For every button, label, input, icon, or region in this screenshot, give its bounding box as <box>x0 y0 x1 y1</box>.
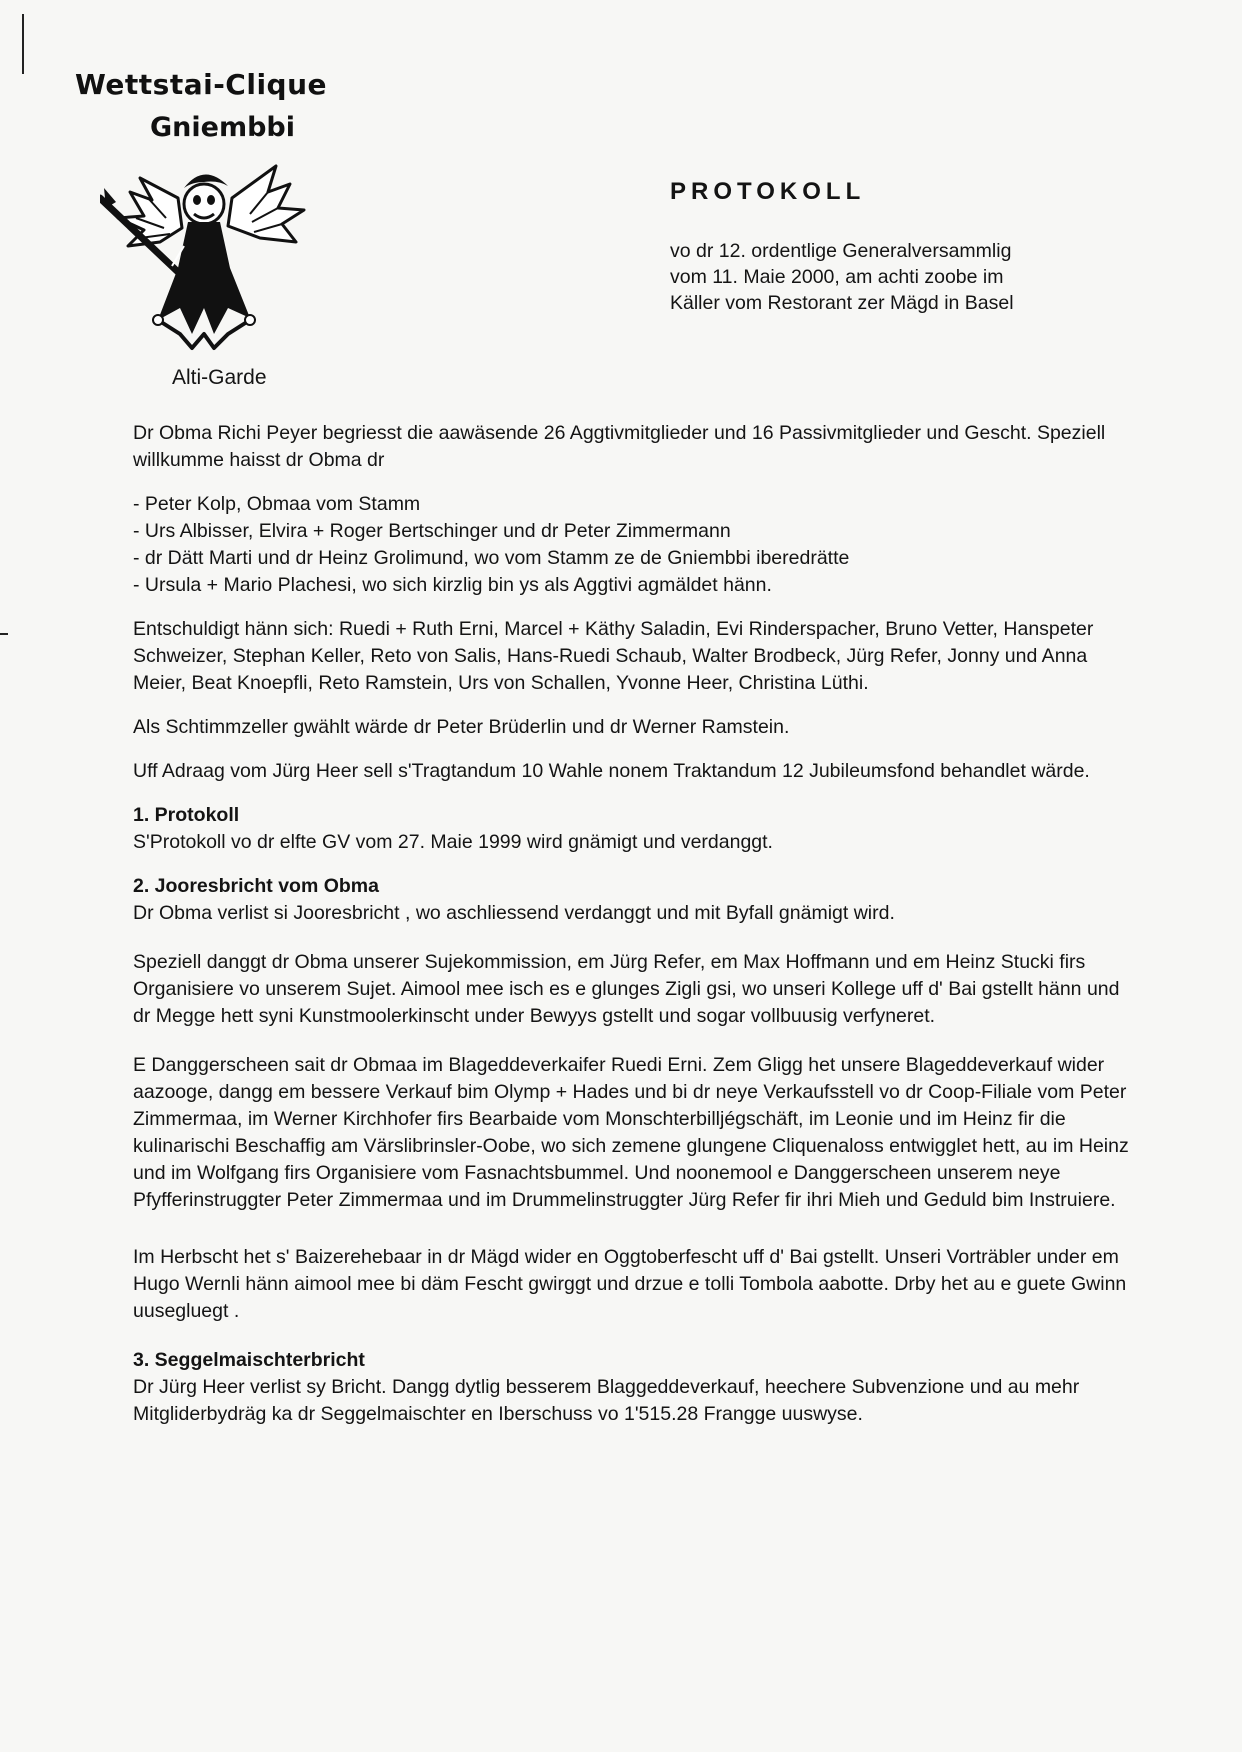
guest-item: - Urs Albisser, Elvira + Roger Bertschinger und dr Peter Zimmermann <box>133 520 731 542</box>
meeting-detail-line: vom 11. Maie 2000, am achti zoobe im <box>670 266 1004 288</box>
section-text-jooresbricht: Dr Obma verlist si Jooresbricht , wo aschliessend verdanggt und mit Byfall gnämigt wird. <box>133 902 895 924</box>
section-heading-seggelmaischterbricht: 3. Seggelmaischterbricht <box>133 1349 365 1371</box>
guest-list <box>133 491 1133 599</box>
mascot-icon <box>100 158 310 358</box>
guest-item: - dr Dätt Marti und dr Heinz Grolimund, wo vom Stamm ze de Gniembbi iberedrätte <box>133 547 850 569</box>
agenda-change-paragraph: Uff Adraag vom Jürg Heer sell s'Tragtandum 10 Wahle nonem Traktandum 12 Jubileumsfond behandlet wärde. <box>133 760 1090 782</box>
section-paragraph: E Danggerscheen sait dr Obmaa im Blageddeverkaifer Ruedi Erni. Zem Gligg het unsere Blageddeverkauf wider aazooge, dangg em bessere Verkauf bim Olymp + Hades und bi dr neye Verkaufsstell vo dr Coop-Filiale vom Peter Zimmermaa, im Werner Kirchhofer firs Bearbaide vom Monschterbilljégschäft, im Leonie und im Heinz fir die kulinarischi Beschaffig am Värslibrinsler-Oobe, wo sich zemene glungene Cliquenaloss entwigglet hett, au im Heinz und im Wolfgang firs Organisiere vom Fasnachtsbummel. Und noonemool e Danggerscheen unserem neye Pfyfferinstruggter Peter Zimmermaa und im Drummelinstruggter Jürg Refer fir ihri Mieh und Geduld bim Instruiere. <box>133 1054 1129 1211</box>
section-paragraph: Speziell danggt dr Obma unserer Sujekommission, em Jürg Refer, em Max Hoffmann und em Heinz Stucki firs Organisiere vo unserem Sujet. Aimool mee isch es e glunges Zigli gsi, wo unseri Kollege uff d' Bai gstellt hänn und dr Megge hett syni Kunstmoolerkinscht under Bewyys gstellt und sogar vollbuusig verfyneret. <box>133 951 1120 1027</box>
club-name: Wettstai-Clique <box>75 68 328 101</box>
group-label: Alti-Garde <box>172 366 267 389</box>
greeting-paragraph: Dr Obma Richi Peyer begriesst die aawäsende 26 Aggtivmitglieder und 16 Passivmitglieder und Gescht. Speziell willkumme haisst dr Obma dr <box>133 422 1106 471</box>
section-text-seggelmaischterbricht: Dr Jürg Heer verlist sy Bricht. Dangg dytlig besserem Blaggeddeverkauf, heechere Subvenzione und au mehr Mitgliderbydräg ka dr Seggelmaischter en Iberschuss vo 1'515.28 Frangge uuswyse. <box>133 1376 1080 1425</box>
meeting-detail-line: vo dr 12. ordentlige Generalversammlig <box>670 240 1012 262</box>
club-subtitle: Gniembbi <box>150 112 295 143</box>
document-title: PROTOKOLL <box>670 178 866 205</box>
section-text-protokoll: S'Protokoll vo dr elfte GV vom 27. Maie 1999 wird gnämigt und verdanggt. <box>133 831 773 853</box>
tellers-paragraph: Als Schtimmzeller gwählt wärde dr Peter Brüderlin und dr Werner Ramstein. <box>133 716 790 738</box>
meeting-detail-line: Käller vom Restorant zer Mägd in Basel <box>670 292 1014 314</box>
section-heading-protokoll: 1. Protokoll <box>133 804 240 826</box>
protocol-body <box>133 420 1133 1445</box>
guest-item: - Peter Kolp, Obmaa vom Stamm <box>133 493 421 515</box>
guest-item: - Ursula + Mario Plachesi, wo sich kirzlig bin ys als Aggtivi agmäldet hänn. <box>133 574 772 596</box>
scan-margin-mark-side <box>0 633 8 635</box>
section-paragraph: Im Herbscht het s' Baizerehebaar in dr Mägd wider en Oggtoberfescht uff d' Bai gstellt. Unseri Vorträbler under em Hugo Wernli hänn aimool mee bi däm Fescht gwirggt und drzue e tolli Tombola aabotte. Drby het au e guete Gwinn uusegluegt . <box>133 1246 1127 1322</box>
meeting-details <box>670 238 1090 316</box>
section-heading-jooresbricht: 2. Jooresbricht vom Obma <box>133 875 379 897</box>
excused-paragraph: Entschuldigt hänn sich: Ruedi + Ruth Erni, Marcel + Käthy Saladin, Evi Rinderspacher, Bruno Vetter, Hanspeter Schweizer, Stephan Keller, Reto von Salis, Hans-Ruedi Schaub, Walter Brodbeck, Jürg Refer, Jonny und Anna Meier, Beat Knoepfli, Reto Ramstein, Urs von Schallen, Yvonne Heer, Christina Lüthi. <box>133 618 1094 694</box>
scan-margin-mark-top <box>22 14 24 74</box>
